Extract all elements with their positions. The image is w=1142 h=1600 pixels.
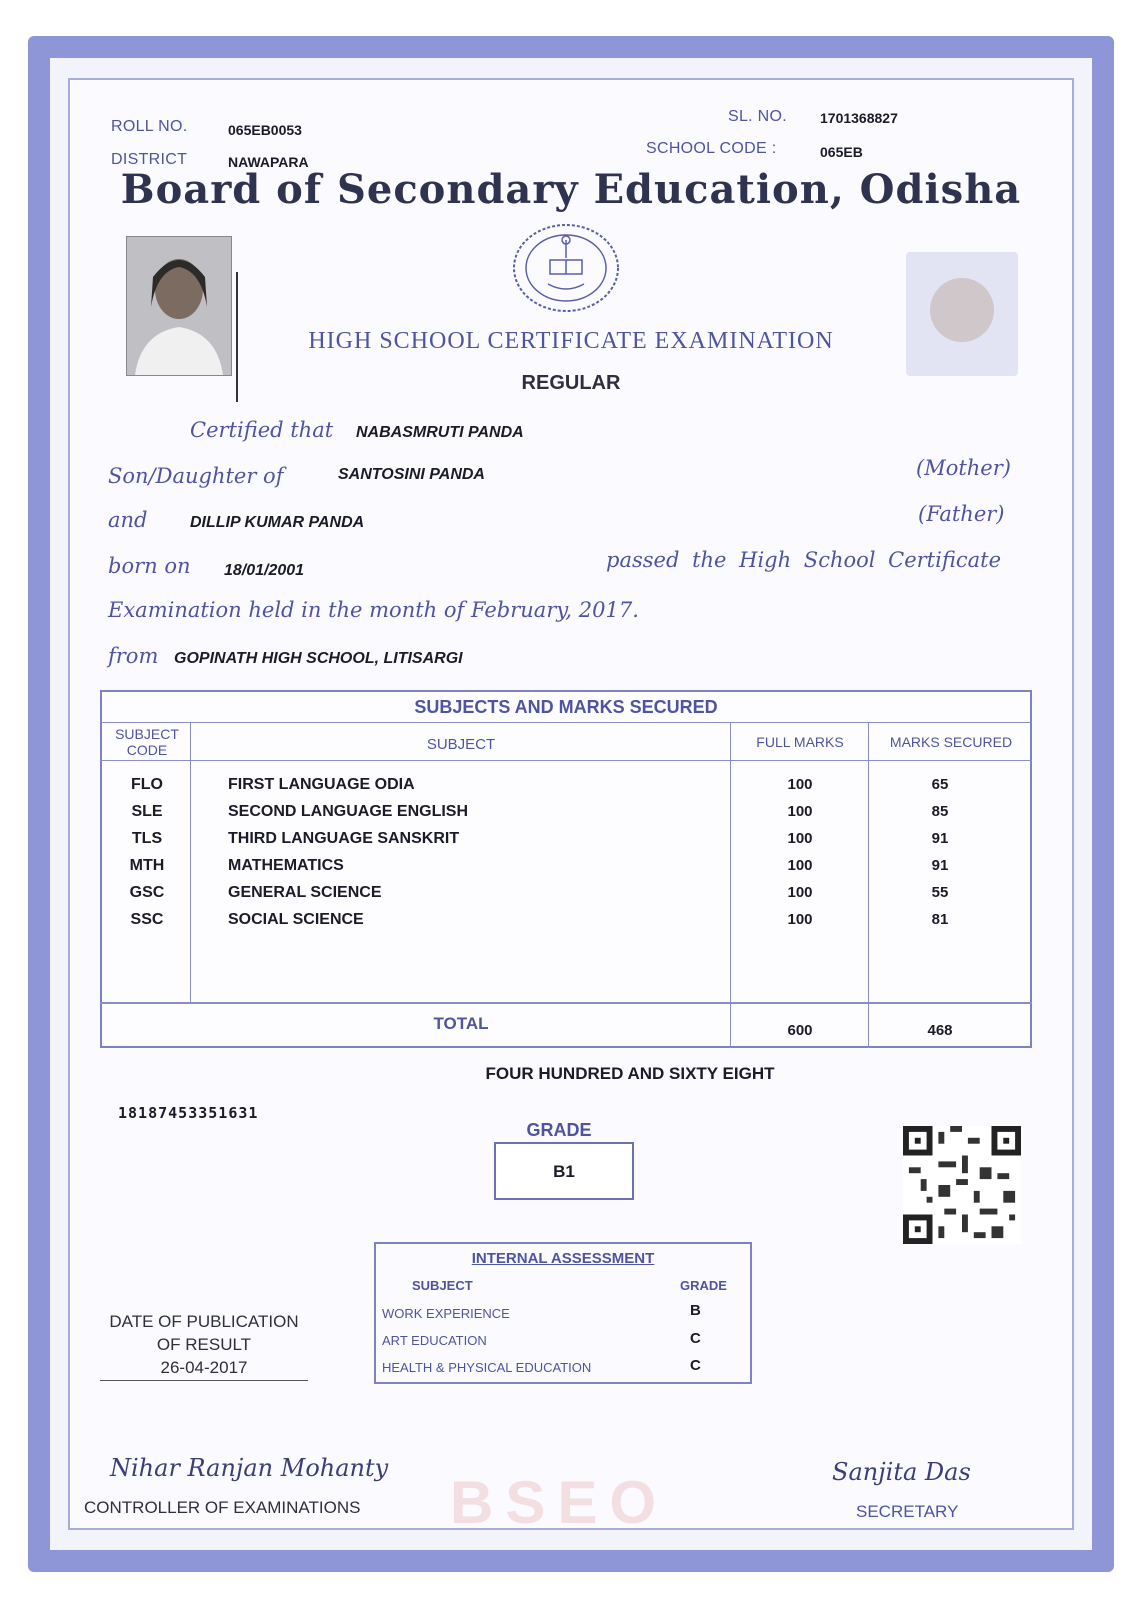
total-full-marks: 600 <box>787 1022 813 1039</box>
born-label: born on <box>108 554 191 578</box>
ia-row-subject: WORK EXPERIENCE <box>382 1306 510 1321</box>
row-subject: FIRST LANGUAGE ODIA <box>228 776 415 793</box>
secretary-title: SECRETARY <box>856 1502 959 1521</box>
publication-line-1: DATE OF PUBLICATION <box>109 1312 299 1331</box>
ia-row-subject: HEALTH & PHYSICAL EDUCATION <box>382 1360 592 1375</box>
ia-row-grade: C <box>690 1357 701 1374</box>
row-marks-secured: 91 <box>931 857 949 874</box>
total-marks-secured: 468 <box>927 1022 953 1039</box>
serial-no-label: SL. NO. <box>728 108 788 125</box>
row-code: MTH <box>129 857 165 874</box>
mother-tag: (Mother) <box>916 456 1011 480</box>
row-code: SSC <box>130 911 164 928</box>
hologram-seal <box>906 252 1018 376</box>
exam-type: REGULAR <box>521 372 621 394</box>
ia-row-grade: C <box>690 1330 701 1347</box>
parent-label: Son/Daughter of <box>108 464 284 488</box>
district-label: DISTRICT <box>111 151 188 168</box>
secretary-signature: Sanjita Das <box>832 1458 971 1486</box>
school-code-label: SCHOOL CODE : <box>646 140 777 157</box>
serial-no-value: 1701368827 <box>820 110 898 126</box>
table-header-divider <box>100 760 1032 761</box>
district-value: NAWAPARA <box>228 154 309 170</box>
row-full-marks: 100 <box>787 803 813 820</box>
total-in-words: FOUR HUNDRED AND SIXTY EIGHT <box>485 1064 775 1083</box>
row-subject: SOCIAL SCIENCE <box>228 911 364 928</box>
father-name: DILLIP KUMAR PANDA <box>190 514 365 531</box>
row-code: FLO <box>131 776 163 793</box>
exam-title: HIGH SCHOOL CERTIFICATE EXAMINATION <box>308 328 834 354</box>
publication-line-2: OF RESULT <box>156 1335 252 1354</box>
row-code: GSC <box>129 884 165 901</box>
marks-table-title: SUBJECTS AND MARKS SECURED <box>414 697 718 717</box>
qr-code-icon <box>902 1126 1022 1244</box>
col-divider-full <box>730 722 731 1048</box>
grade-label: GRADE <box>526 1120 592 1140</box>
row-marks-secured: 55 <box>931 884 949 901</box>
total-label: TOTAL <box>433 1014 489 1033</box>
table-total-divider <box>100 1002 1032 1004</box>
father-tag: (Father) <box>918 502 1005 526</box>
student-photo <box>126 236 232 376</box>
header-full-marks: FULL MARKS <box>756 734 844 750</box>
ia-header-grade: GRADE <box>680 1278 727 1293</box>
row-marks-secured: 85 <box>931 803 949 820</box>
row-subject: GENERAL SCIENCE <box>228 884 382 901</box>
board-title: Board of Secondary Education, Odisha <box>120 166 1022 213</box>
row-full-marks: 100 <box>787 911 813 928</box>
exam-held-text: Examination held in the month of February, 2017. <box>108 598 639 622</box>
row-full-marks: 100 <box>787 884 813 901</box>
row-full-marks: 100 <box>787 830 813 847</box>
publication-block <box>96 1310 312 1379</box>
row-marks-secured: 81 <box>931 911 949 928</box>
row-marks-secured: 91 <box>931 830 949 847</box>
row-subject: SECOND LANGUAGE ENGLISH <box>228 803 469 820</box>
row-marks-secured: 65 <box>931 776 949 793</box>
col-divider-code <box>190 722 191 1002</box>
passed-text: passed the High School Certificate <box>606 548 1001 572</box>
controller-title: CONTROLLER OF EXAMINATIONS <box>84 1498 361 1517</box>
row-full-marks: 100 <box>787 776 813 793</box>
internal-assessment-title: INTERNAL ASSESSMENT <box>471 1250 655 1267</box>
school-name: GOPINATH HIGH SCHOOL, LITISARGI <box>174 650 463 667</box>
from-label: from <box>108 644 159 668</box>
board-emblem-icon <box>510 222 622 314</box>
grade-value: B1 <box>553 1162 575 1181</box>
row-full-marks: 100 <box>787 857 813 874</box>
ia-row-subject: ART EDUCATION <box>382 1333 487 1348</box>
bseo-watermark: BSEO <box>450 1469 669 1536</box>
table-title-divider <box>100 722 1032 723</box>
publication-date: 26-04-2017 <box>160 1358 248 1377</box>
publication-underline <box>100 1380 308 1381</box>
row-code: SLE <box>131 803 163 820</box>
col-divider-secured <box>868 722 869 1048</box>
document-serial: 18187453351631 <box>118 1104 259 1122</box>
ia-header-subject: SUBJECT <box>412 1278 473 1293</box>
roll-number-value: 065EB0053 <box>228 122 302 138</box>
ia-row-grade: B <box>690 1302 701 1319</box>
and-label: and <box>108 508 148 532</box>
certified-label: Certified that <box>190 418 334 442</box>
date-of-birth: 18/01/2001 <box>224 562 305 579</box>
row-code: TLS <box>131 830 163 847</box>
row-subject: MATHEMATICS <box>228 857 344 874</box>
mother-name: SANTOSINI PANDA <box>338 466 485 483</box>
header-subject: SUBJECT <box>426 736 496 753</box>
controller-signature: Nihar Ranjan Mohanty <box>110 1454 389 1482</box>
roll-number-label: ROLL NO. <box>111 118 188 135</box>
school-code-value: 065EB <box>820 144 863 160</box>
row-subject: THIRD LANGUAGE SANSKRIT <box>228 830 460 847</box>
header-subject-code: SUBJECT CODE <box>115 726 179 758</box>
header-marks-secured: MARKS SECURED <box>889 734 1013 750</box>
student-name: NABASMRUTI PANDA <box>356 424 524 441</box>
